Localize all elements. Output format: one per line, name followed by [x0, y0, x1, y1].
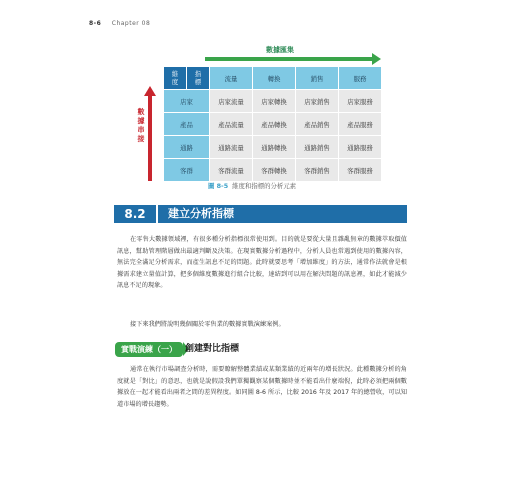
chapter-label: Chapter 08 [111, 20, 151, 27]
matrix-cell: 客群銷售 [296, 159, 339, 182]
matrix-cell: 店家服務 [339, 90, 382, 113]
page-header [89, 20, 150, 27]
row-header: 店家 [164, 90, 210, 113]
matrix-cell: 客群流量 [210, 159, 253, 182]
column-header: 流量 [210, 67, 253, 90]
matrix-cell: 店家銷售 [296, 90, 339, 113]
matrix-cell: 客群服務 [339, 159, 382, 182]
row-header: 客群 [164, 159, 210, 182]
data-concatenation-label: 數 據 串 接 [137, 108, 145, 143]
matrix-cell: 產品轉換 [253, 113, 296, 136]
matrix-cell: 客群轉換 [253, 159, 296, 182]
column-header: 銷售 [296, 67, 339, 90]
figure-number: 圖 8-5 [208, 182, 229, 190]
exercise-paragraph: 通常在執行市場調查分析時，需要瞭解整體業績或某類業績的近兩年的增長狀況。此種數據分析的角度就是「對比」的意思，也就是說假設我們單獨觀察某個數據時並不能看出什麼端倪，此時必須把兩個數據放在一起才能看出兩者之間的差異程度。如同圖 8-6 所示，比較 2016 年及 2017 年的總營收，可以知道市場的增長趨勢。 [117, 366, 407, 408]
matrix-header-row [164, 67, 382, 90]
section-title: 建立分析指標 [168, 207, 234, 220]
exercise-title: 創建對比指標 [185, 344, 240, 354]
matrix-cell: 產品銷售 [296, 113, 339, 136]
matrix-row [164, 90, 382, 113]
vertical-arrow-shaft [148, 96, 152, 181]
matrix-cell: 通路流量 [210, 136, 253, 159]
figure-caption [208, 181, 296, 190]
matrix-cell: 通路服務 [339, 136, 382, 159]
section-paragraph: 在零售大數據領域裡，有很多種分析指標很常使用到。目的就是要從大量且雜亂無章的數據萃取價值訊息，幫助管理階層做出最適判斷及決策。在現實數據分析過程中，分析人員也常遇到使用的數據內容，無法完全滿足分析需求，而產生訊息不足的問題。此時就要思考「增加維度」的方法，通常作法就會是根據需求建立量值計算，把多個維度數據進行組合比較，達結到可以用在解決問題的訊息裡，如此才能減少訊息不足的現象。 [117, 236, 407, 289]
column-header: 服務 [339, 67, 382, 90]
dimension-metric-matrix [163, 66, 382, 182]
column-header: 轉換 [253, 67, 296, 90]
matrix-cell: 店家流量 [210, 90, 253, 113]
page-number: 8-6 [89, 20, 102, 27]
corner-metric: 指 標 [187, 67, 210, 90]
section-paragraph: 接下來我們將說明幾個關於零售業的數據實戰演練案例。 [130, 321, 285, 328]
matrix-cell: 通路轉換 [253, 136, 296, 159]
matrix-cell: 產品流量 [210, 113, 253, 136]
horizontal-arrow-shaft [205, 57, 373, 61]
section-number: 8.2 [114, 205, 156, 223]
figure-caption-text: 維度和指標的分析元素 [232, 182, 297, 190]
exercise-badge: 實戰演練（一） [115, 342, 183, 357]
row-header: 產品 [164, 113, 210, 136]
matrix-row [164, 113, 382, 136]
row-header: 通路 [164, 136, 210, 159]
matrix-cell: 產品服務 [339, 113, 382, 136]
data-aggregation-label: 數據匯集 [266, 46, 294, 54]
matrix-cell: 店家轉換 [253, 90, 296, 113]
up-arrow-icon [144, 86, 156, 96]
right-arrow-icon [372, 53, 381, 65]
corner-dimension: 維 度 [164, 67, 187, 90]
matrix-cell: 通路銷售 [296, 136, 339, 159]
matrix-row [164, 136, 382, 159]
matrix-row [164, 159, 382, 182]
